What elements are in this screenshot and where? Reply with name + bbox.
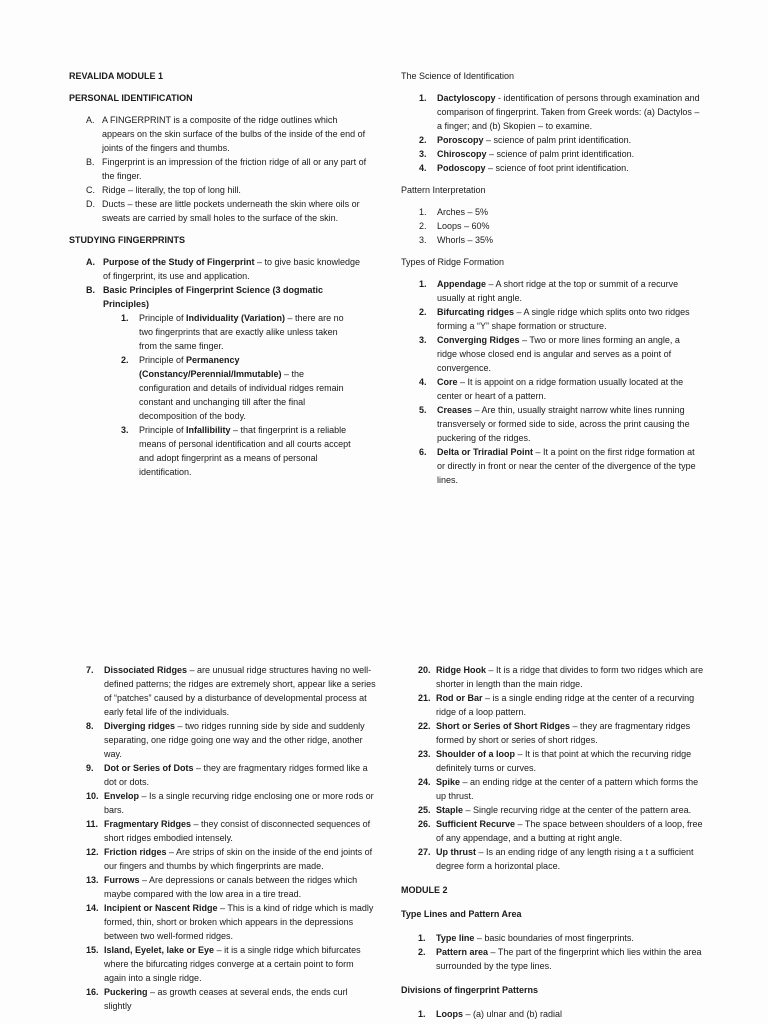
list-marker: 2.	[121, 355, 129, 365]
list-marker: 5.	[419, 405, 427, 415]
list-item	[419, 161, 701, 175]
list-item	[419, 133, 701, 147]
list-item	[419, 205, 701, 219]
definition: – science of foot print identification.	[485, 163, 629, 173]
list-item	[86, 845, 376, 873]
list-marker: 9.	[86, 763, 94, 773]
list-text: Ridge – literally, the top of long hill.	[102, 185, 241, 195]
term: Loops	[436, 1009, 463, 1019]
definition: – basic boundaries of most fingerprints.	[474, 933, 634, 943]
term: Chiroscopy	[437, 149, 487, 159]
term: Diverging ridges	[104, 721, 176, 731]
type-lines-title: Type Lines and Pattern Area	[401, 909, 522, 919]
definition: – is a single ending ridge at the center of a recurving ridge of a loop pattern.	[436, 693, 695, 717]
term: Furrows	[104, 875, 140, 885]
list-marker: D.	[86, 199, 95, 209]
term: Purpose of the Study of Fingerprint	[103, 257, 255, 267]
list-marker: B.	[86, 157, 95, 167]
list-marker: 4.	[419, 377, 427, 387]
list-marker: 1.	[418, 933, 426, 943]
list-item	[86, 255, 369, 283]
list-text: Fingerprint is an impression of the friction ridge of all or any part of the finger.	[102, 157, 367, 181]
list-marker: 1.	[419, 279, 427, 289]
list-item	[86, 789, 376, 817]
term: Appendage	[437, 279, 487, 289]
ridge-list-continued-2	[418, 663, 708, 873]
list-marker: 21.	[418, 693, 431, 703]
list-item	[418, 775, 708, 803]
list-marker: 6.	[419, 447, 427, 457]
definition: – Is a single recurving ridge enclosing one or more rods or bars.	[104, 791, 374, 815]
list-marker: A.	[86, 257, 95, 267]
list-text: Ducts – these are little pockets underneath the skin where oils or sweats are carried by small holes to the surface of the skin.	[102, 199, 360, 223]
ridge-list	[419, 277, 701, 487]
term: Pattern area	[436, 947, 489, 957]
definition: – It a point on the first ridge formation at or directly in front or near the center of the divergence of the type lines.	[437, 447, 696, 485]
term: Island, Eyelet, lake or Eye	[104, 945, 215, 955]
list-item	[86, 985, 376, 1013]
list-item	[419, 233, 701, 247]
pattern-title: Pattern Interpretation	[401, 185, 486, 195]
term: Ridge Hook	[436, 665, 487, 675]
list-marker: 3.	[419, 335, 427, 345]
type-lines-list	[418, 931, 708, 973]
list-item	[418, 691, 708, 719]
term: Fragmentary Ridges	[104, 819, 192, 829]
sf-list	[86, 255, 369, 311]
list-marker: 2.	[419, 221, 427, 231]
list-marker: 20.	[418, 665, 431, 675]
definition: – that fingerprint is a reliable means of personal identification and all courts accept and adopt fingerprint as a means of personal identification.	[139, 425, 351, 477]
page2-right-column	[401, 663, 708, 1021]
list-item	[419, 445, 701, 487]
text-prefix: Principle of	[139, 355, 187, 365]
definition: – It is a ridge that divides to form two ridges which are shorter in length than the main ridge.	[436, 665, 704, 689]
term: Dissociated Ridges	[104, 665, 188, 675]
list-marker: C.	[86, 185, 95, 195]
list-item	[121, 311, 355, 353]
list-item	[418, 663, 708, 691]
list-marker: 10.	[86, 791, 99, 801]
list-marker: 24.	[418, 777, 431, 787]
list-text: Arches – 5%	[437, 207, 489, 217]
list-item	[121, 353, 355, 423]
list-marker: 2.	[419, 307, 427, 317]
section-studying-fingerprints: STUDYING FINGERPRINTS	[69, 235, 186, 245]
list-marker: 12.	[86, 847, 99, 857]
list-marker: A.	[86, 115, 95, 125]
list-item	[418, 945, 708, 973]
definition: – This is a kind of ridge which is madly formed, thin, short or broken which appears in the depressions between two well-formed ridges.	[104, 903, 374, 941]
pi-list	[86, 113, 369, 225]
list-item	[418, 1007, 708, 1021]
term: Envelop	[104, 791, 140, 801]
definition: – there are no two fingerprints that are exactly alike unless taken from the same finger.	[139, 313, 344, 351]
term: Incipient or Nascent Ridge	[104, 903, 218, 913]
definition: – the configuration and details of individual ridges remain constant and unchanging till after the final decomposition of the body.	[139, 369, 344, 421]
definition: – they are fragmentary ridges formed like a dot or dots.	[104, 763, 368, 787]
ridge-title: Types of Ridge Formation	[401, 257, 505, 267]
definition: - identification of persons through examination and comparison of fingerprint. Taken from Greek words: (a) Dactylos – a finger; and (b) Skopien – to examine.	[437, 93, 700, 131]
list-marker: 3.	[419, 235, 427, 245]
list-text: Loops – 60%	[437, 221, 490, 231]
list-item	[86, 197, 369, 225]
list-marker: 2.	[419, 135, 427, 145]
term: Up thrust	[436, 847, 476, 857]
definition: – as growth ceases at several ends, the ends curl slightly	[104, 987, 348, 1011]
list-item	[86, 901, 376, 943]
term: Rod or Bar	[436, 693, 483, 703]
definition: – they are fragmentary ridges formed by short or series of short ridges.	[436, 721, 691, 745]
definition: – science of palm print identification.	[486, 149, 635, 159]
text-prefix: Principle of	[139, 313, 187, 323]
term: Dactyloscopy	[437, 93, 496, 103]
page1-right-column	[401, 69, 701, 487]
list-item	[418, 817, 708, 845]
list-item	[419, 147, 701, 161]
term: Individuality (Variation)	[186, 313, 286, 323]
divisions-list	[418, 1007, 708, 1021]
list-marker: 15.	[86, 945, 99, 955]
term: Converging Ridges	[437, 335, 520, 345]
term: Short or Series of Short Ridges	[436, 721, 571, 731]
term: Infallibility	[186, 425, 231, 435]
list-text: Whorls – 35%	[437, 235, 494, 245]
list-item	[418, 845, 708, 873]
list-item	[418, 803, 708, 817]
list-marker: B.	[86, 285, 95, 295]
list-item	[419, 277, 701, 305]
list-item	[418, 931, 708, 945]
definition: – Are strips of skin on the inside of the end joints of our fingers and thumbs by which fingerprints are made.	[104, 847, 373, 871]
definition: – Are depressions or canals between the ridges which maybe compared with the low area in a tire tread.	[104, 875, 358, 899]
list-marker: 13.	[86, 875, 99, 885]
term: Spike	[436, 777, 461, 787]
list-item	[86, 761, 376, 789]
list-item	[418, 747, 708, 775]
term: Type line	[436, 933, 475, 943]
list-marker: 1.	[419, 207, 427, 217]
list-marker: 25.	[418, 805, 431, 815]
term: Core	[437, 377, 458, 387]
term: Dot or Series of Dots	[104, 763, 194, 773]
list-marker: 16.	[86, 987, 99, 997]
list-marker: 1.	[418, 1009, 426, 1019]
list-item	[121, 423, 355, 479]
ridge-list-continued	[86, 663, 376, 1013]
definition: – two ridges running side by side and suddenly separating, one ridge going one way and the other ridge, another way.	[104, 721, 365, 759]
definition: – (a) ulnar and (b) radial	[463, 1009, 563, 1019]
list-marker: 14.	[86, 903, 99, 913]
list-item	[86, 943, 376, 985]
science-list	[419, 91, 701, 175]
list-item	[419, 305, 701, 333]
text-prefix: Principle of	[139, 425, 187, 435]
list-item	[86, 113, 369, 155]
definition: – are unusual ridge structures having no well-defined patterns; the ridges are extremely short, appear like a series of “patches” caused by a disturbance of developmental process at early fetal life of the individuals.	[104, 665, 376, 717]
principles-list	[121, 311, 355, 479]
term: Creases	[437, 405, 473, 415]
definition: – Are thin, usually straight narrow white lines running transversely or formed side to side, across the print causing the puckering of the ridges.	[437, 405, 690, 443]
definition: – Two or more lines forming an angle, a ridge whose closed end is angular and serves as a point of convergence.	[437, 335, 680, 373]
definition: – A short ridge at the top or summit of a recurve usually at right angle.	[437, 279, 679, 303]
module-title: REVALIDA MODULE 1	[69, 71, 164, 81]
term: Sufficient Recurve	[436, 819, 516, 829]
definition: – they consist of disconnected sequences of short ridges embodied intensely.	[104, 819, 371, 843]
list-item	[86, 155, 369, 183]
page2-left-column	[86, 663, 376, 1013]
list-marker: 1.	[419, 93, 427, 103]
term: Friction ridges	[104, 847, 167, 857]
definition: – it is a single ridge which bifurcates where the bifurcating ridges converge at a certain point to form again into a single ridge.	[104, 945, 361, 983]
list-marker: 8.	[86, 721, 94, 731]
list-item	[419, 375, 701, 403]
list-marker: 3.	[419, 149, 427, 159]
list-marker: 23.	[418, 749, 431, 759]
module2-title: MODULE 2	[401, 885, 448, 895]
list-marker: 26.	[418, 819, 431, 829]
pattern-list	[419, 205, 701, 247]
list-marker: 27.	[418, 847, 431, 857]
page1-left-column	[69, 69, 369, 479]
term: Permanency (Constancy/Perennial/Immutable)	[139, 355, 282, 379]
definition: – Is an ending ridge of any length rising a t a sufficient degree form a horizontal place.	[436, 847, 694, 871]
term: Bifurcating ridges	[437, 307, 515, 317]
list-item	[86, 183, 369, 197]
list-marker: 4.	[419, 163, 427, 173]
definition: – A single ridge which splits onto two ridges forming a “Y” shape formation or structure.	[437, 307, 690, 331]
definition: – Single recurving ridge at the center of the pattern area.	[463, 805, 692, 815]
section-personal-identification: PERSONAL IDENTIFICATION	[69, 93, 193, 103]
definition: – It is appoint on a ridge formation usually located at the center or heart of a pattern.	[437, 377, 684, 401]
list-item	[419, 403, 701, 445]
list-text: A FINGERPRINT is a composite of the ridge outlines which appears on the skin surface of the bulbs of the inside of the end of joints of the fingers and thumbs.	[102, 115, 366, 153]
list-item	[418, 719, 708, 747]
definition: – to give basic knowledge of fingerprint, its use and application.	[103, 257, 361, 281]
definition: – It is that point at which the recurving ridge definitely turns or curves.	[436, 749, 692, 773]
definition: – The space between shoulders of a loop, free of any appendage, and a butting at right angle.	[436, 819, 703, 843]
list-marker: 7.	[86, 665, 94, 675]
term: Puckering	[104, 987, 148, 997]
science-title: The Science of Identification	[401, 71, 515, 81]
list-item	[419, 333, 701, 375]
term: Shoulder of a loop	[436, 749, 515, 759]
list-item	[86, 663, 376, 719]
list-marker: 1.	[121, 313, 129, 323]
list-item	[86, 719, 376, 761]
term: Delta or Triradial Point	[437, 447, 534, 457]
list-marker: 22.	[418, 721, 431, 731]
definition: – science of palm print identification.	[483, 135, 632, 145]
list-marker: 2.	[418, 947, 426, 957]
list-item	[86, 283, 369, 311]
list-item	[419, 219, 701, 233]
list-item	[86, 817, 376, 845]
term: Basic Principles of Fingerprint Science (3 dogmatic Principles)	[103, 285, 324, 309]
definition: – an ending ridge at the center of a pattern which forms the up thrust.	[436, 777, 699, 801]
definition: – The part of the fingerprint which lies within the area surrounded by the type lines.	[436, 947, 702, 971]
list-marker: 3.	[121, 425, 129, 435]
list-item	[419, 91, 701, 133]
term: Poroscopy	[437, 135, 484, 145]
term: Podoscopy	[437, 163, 486, 173]
divisions-title: Divisions of fingerprint Patterns	[401, 985, 539, 995]
list-item	[86, 873, 376, 901]
list-marker: 11.	[86, 819, 99, 829]
term: Staple	[436, 805, 464, 815]
